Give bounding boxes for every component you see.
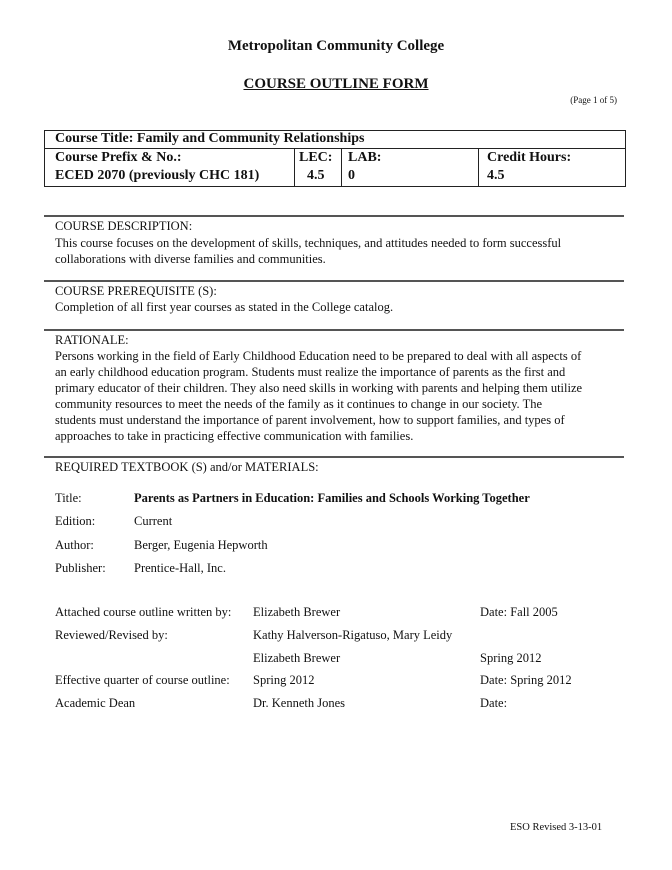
textbook-publisher-value: Prentice-Hall, Inc.: [134, 561, 226, 575]
textbook-publisher-label: Publisher:: [55, 561, 106, 575]
academic-dean-label: Academic Dean: [55, 696, 136, 710]
rationale-text: Persons working in the field of Early Childhood Education need to be prepared to deal with all aspects of an early childhood education program. Students must realize the importance of parents as the first and primary educator of their children. They also need skills in working with parents and helping them utilize community resources to meet the needs of the family as it continues to change in our society. The students must understand the importance of parent involvement, how to support families, and types of approaches to take in practicing effective communication with families.: [55, 349, 583, 443]
section-divider: [44, 329, 624, 331]
credit-hours-label: Credit Hours:: [487, 150, 572, 165]
college-name: Metropolitan Community College: [227, 38, 445, 54]
effective-quarter-value: Spring 2012: [253, 673, 315, 687]
course-title: Course Title: Family and Community Relationships: [55, 131, 365, 146]
effective-quarter-label: Effective quarter of course outline:: [55, 673, 230, 687]
course-prefix-label: Course Prefix & No.:: [55, 150, 182, 165]
course-info-box: [44, 130, 626, 187]
revision-footer: ESO Revised 3-13-01: [510, 822, 603, 833]
written-by-value: Elizabeth Brewer: [253, 605, 341, 619]
box-divider: [478, 148, 479, 186]
section-divider: [44, 280, 624, 282]
lab-label: LAB:: [348, 150, 382, 165]
reviewed-date: Spring 2012: [480, 651, 542, 665]
reviewed-by-label: Reviewed/Revised by:: [55, 628, 168, 642]
box-divider: [341, 148, 342, 186]
box-divider: [45, 148, 625, 149]
written-date: Date: Fall 2005: [480, 605, 558, 619]
description-heading: COURSE DESCRIPTION:: [55, 219, 193, 233]
textbook-author-value: Berger, Eugenia Hepworth: [134, 538, 268, 552]
prerequisite-heading: COURSE PREREQUISITE (S):: [55, 284, 217, 298]
lab-value: 0: [348, 168, 355, 183]
lec-label: LEC:: [299, 150, 333, 165]
effective-date: Date: Spring 2012: [480, 673, 572, 687]
textbook-title-value: Parents as Partners in Education: Families and Schools Working Together: [134, 491, 530, 505]
lec-value: 4.5: [307, 168, 325, 183]
form-title: COURSE OUTLINE FORM: [243, 76, 429, 92]
reviewed-by-value: Elizabeth Brewer: [253, 651, 341, 665]
box-divider: [294, 148, 295, 186]
academic-dean-date: Date:: [480, 696, 508, 710]
reviewed-by-value: Kathy Halverson-Rigatuso, Mary Leidy: [253, 628, 453, 642]
course-prefix-value: ECED 2070 (previously CHC 181): [55, 168, 260, 183]
written-by-label: Attached course outline written by:: [55, 605, 232, 619]
prerequisite-text: Completion of all first year courses as stated in the College catalog.: [55, 300, 394, 314]
textbook-edition-label: Edition:: [55, 514, 96, 528]
textbook-heading: REQUIRED TEXTBOOK (S) and/or MATERIALS:: [55, 460, 319, 474]
rationale-heading: RATIONALE:: [55, 333, 129, 347]
section-divider: [44, 215, 624, 217]
section-divider: [44, 456, 624, 458]
page-number: (Page 1 of 5): [570, 95, 617, 105]
textbook-title-label: Title:: [55, 491, 82, 505]
textbook-author-label: Author:: [55, 538, 94, 552]
textbook-edition-value: Current: [134, 514, 173, 528]
academic-dean-name: Dr. Kenneth Jones: [253, 696, 345, 710]
credit-hours-value: 4.5: [487, 168, 505, 183]
description-text: This course focuses on the development of skills, techniques, and attitudes needed to form successful collaborations with diverse families and communities.: [55, 236, 562, 266]
